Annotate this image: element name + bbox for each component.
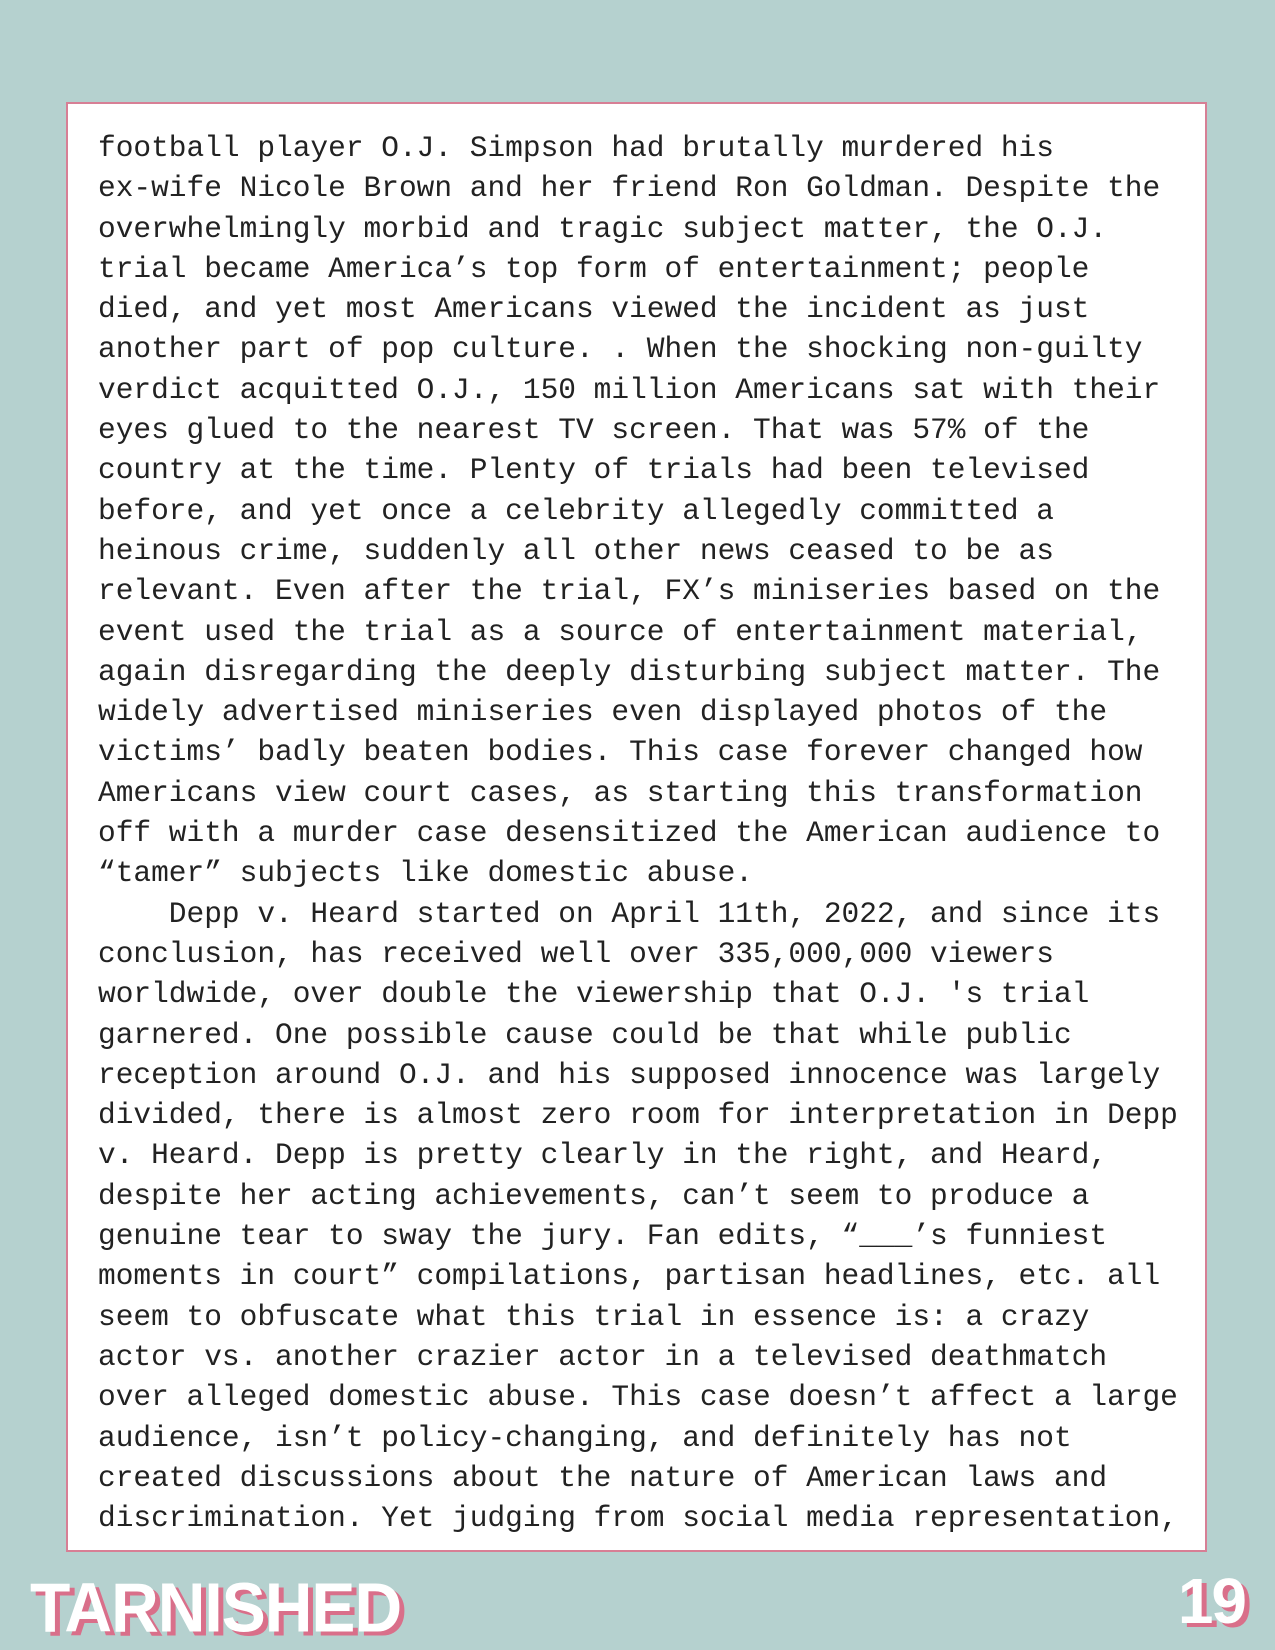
article-line: v. Heard. Depp is pretty clearly in the right, and Heard,	[98, 1138, 1108, 1173]
article-line: relevant. Even after the trial, FX’s miniseries based on the	[98, 574, 1161, 609]
article-line: moments in court” compilations, partisan headlines, etc. all	[98, 1259, 1161, 1294]
article-line: overwhelmingly morbid and tragic subject matter, the O.J.	[98, 211, 1108, 246]
article-line: reception around O.J. and his supposed innocence was largely	[98, 1057, 1161, 1092]
article-line: football player O.J. Simpson had brutally murdered his	[98, 131, 1054, 165]
article-line: genuine tear to sway the jury. Fan edits, “___’s funniest	[98, 1219, 1108, 1254]
article-line: garnered. One possible cause could be that while public	[98, 1017, 1072, 1052]
article-line: country at the time. Plenty of trials had been televised	[98, 453, 1090, 488]
article-line: despite her acting achievements, can’t seem to produce a	[98, 1178, 1090, 1213]
article-line: created discussions about the nature of American laws and	[98, 1460, 1108, 1495]
article-line: before, and yet once a celebrity allegedly committed a	[98, 493, 1054, 528]
article-line: ex-wife Nicole Brown and her friend Ron Goldman. Despite the	[98, 171, 1161, 206]
article-line: again disregarding the deeply disturbing subject matter. The	[98, 654, 1161, 689]
article-line: discrimination. Yet judging from social media representation,	[98, 1501, 1178, 1536]
article-body	[98, 128, 1178, 1538]
page-number: 19	[1177, 1565, 1245, 1637]
article-line: off with a murder case desensitized the American audience to	[98, 816, 1161, 851]
article-line: over alleged domestic abuse. This case doesn’t affect a large	[98, 1380, 1178, 1415]
article-text-box	[66, 102, 1207, 1552]
article-line: Americans view court cases, as starting this transformation	[98, 775, 1143, 810]
article-line: heinous crime, suddenly all other news ceased to be as	[98, 533, 1054, 568]
article-line: seem to obfuscate what this trial in essence is: a crazy	[98, 1299, 1090, 1334]
article-line: “tamer” subjects like domestic abuse.	[98, 856, 754, 891]
article-line: conclusion, has received well over 335,000,000 viewers	[98, 936, 1054, 971]
article-line: died, and yet most Americans viewed the incident as just	[98, 292, 1090, 327]
article-line: event used the trial as a source of entertainment material,	[98, 614, 1143, 649]
article-line: trial became America’s top form of entertainment; people	[98, 251, 1090, 286]
article-line: divided, there is almost zero room for interpretation in Depp	[98, 1098, 1178, 1133]
article-line: another part of pop culture. . When the shocking non-guilty	[98, 332, 1143, 367]
article-line: eyes glued to the nearest TV screen. That was 57% of the	[98, 413, 1090, 448]
article-line: worldwide, over double the viewership that O.J. 's trial	[98, 977, 1090, 1012]
article-line: audience, isn’t policy-changing, and definitely has not	[98, 1420, 1072, 1455]
article-line: actor vs. another crazier actor in a televised deathmatch	[98, 1339, 1108, 1374]
magazine-title: TARNISHED	[30, 1567, 402, 1647]
article-line: widely advertised miniseries even displayed photos of the	[98, 695, 1108, 730]
article-line: Depp v. Heard started on April 11th, 2022, and since its	[98, 896, 1161, 931]
article-line: verdict acquitted O.J., 150 million Americans sat with their	[98, 372, 1161, 407]
article-line: victims’ badly beaten bodies. This case forever changed how	[98, 735, 1143, 770]
